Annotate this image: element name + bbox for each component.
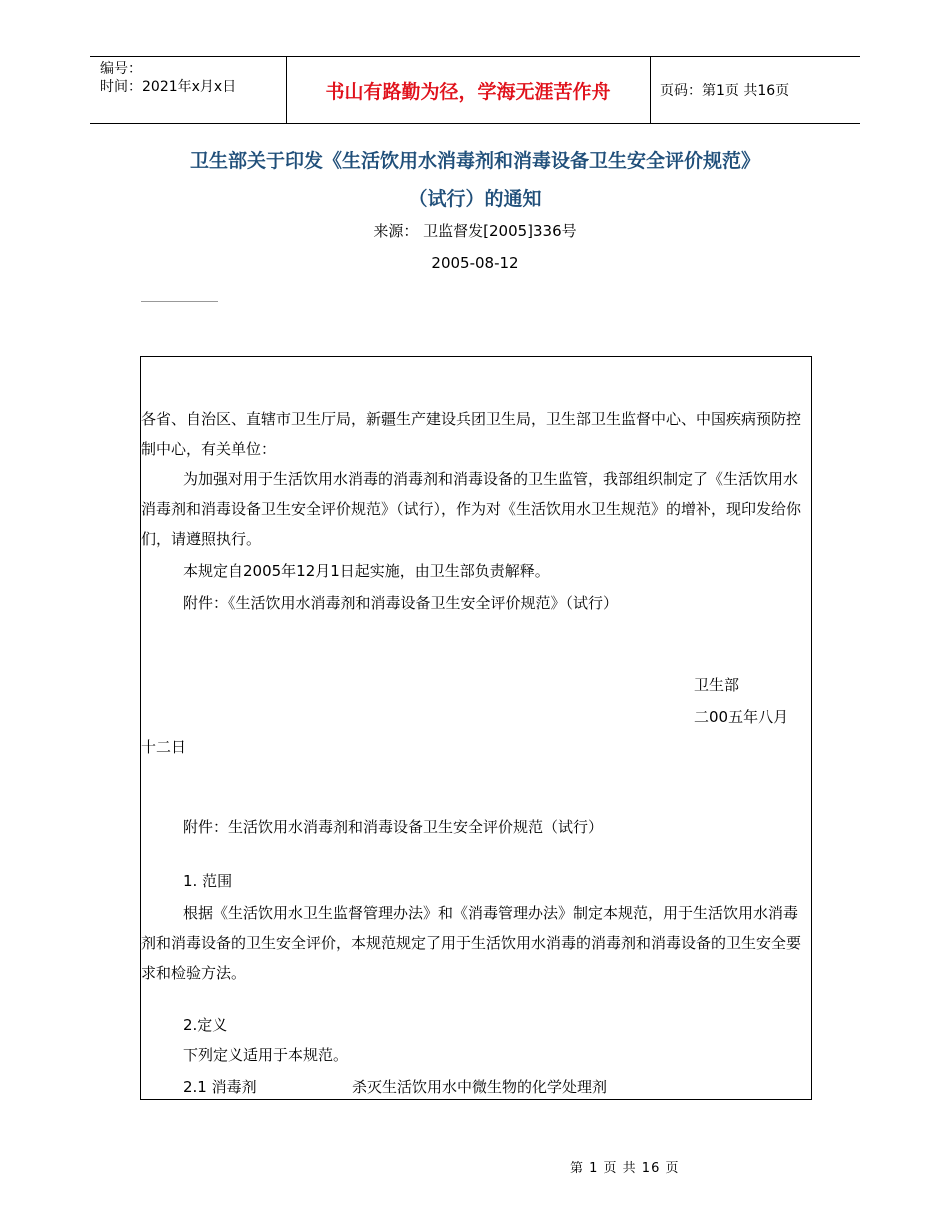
section-2-intro: 下列定义适用于本规范。 [183, 1046, 349, 1064]
attachment-reference: 附件：《生活饮用水消毒剂和消毒设备卫生安全评价规范》（试行） [183, 594, 619, 612]
attachment-title: 附件：生活饮用水消毒剂和消毒设备卫生安全评价规范（试行） [183, 818, 604, 836]
header-page-info: 页码：第1页 共16页 [660, 83, 790, 99]
header-divider [650, 57, 651, 123]
separator-rule [141, 301, 218, 302]
section-2-heading: 2.定义 [183, 1016, 228, 1034]
signature: 卫生部 [694, 676, 740, 694]
section-1-heading: 1. 范围 [183, 872, 233, 890]
document-date: 2005-08-12 [431, 254, 519, 272]
section-1-text: 根据《生活饮用水卫生监督管理办法》和《消毒管理办法》制定本规范，用于生活饮用水消毒剂和消毒设备的卫生安全评价，本规范规定了用于生活饮用水消毒的消毒剂和消毒设备的卫生安全要求和检验方法。 [141, 904, 802, 982]
addressee: 各省、自治区、直辖市卫生厅局，新疆生产建设兵团卫生局，卫生部卫生监督中心、中国疾病预防控制中心，有关单位： [141, 410, 802, 458]
time-label: 时间：2021年x月x日 [100, 79, 237, 95]
signature-date: 二00五年八月 [694, 708, 789, 726]
document-source: 来源： 卫监督发[2005]336号 [373, 222, 577, 240]
definition-term: 2.1 消毒剂 [183, 1078, 257, 1096]
header-motto: 书山有路勤为径，学海无涯苦作舟 [325, 80, 611, 103]
paragraph-purpose: 为加强对用于生活饮用水消毒的消毒剂和消毒设备的卫生监管，我部组织制定了《生活饮用水消毒剂和消毒设备卫生安全评价规范》（试行），作为对《生活饮用水卫生规范》的增补，现印发给你们，请遵照执行。 [141, 470, 802, 548]
page-header [90, 56, 860, 124]
document-title-line2: （试行）的通知 [408, 188, 542, 210]
header-meta [100, 60, 236, 96]
paragraph-effective-date: 本规定自2005年12月1日起实施，由卫生部负责解释。 [183, 562, 550, 580]
definition-text: 杀灭生活饮用水中微生物的化学处理剂 [352, 1078, 608, 1096]
number-label: 编号： [100, 61, 142, 77]
page-footer: 第 1 页 共 16 页 [570, 1161, 680, 1176]
signature-date-continued: 十二日 [141, 738, 187, 756]
document-title-line1: 卫生部关于印发《生活饮用水消毒剂和消毒设备卫生安全评价规范》 [189, 150, 760, 172]
